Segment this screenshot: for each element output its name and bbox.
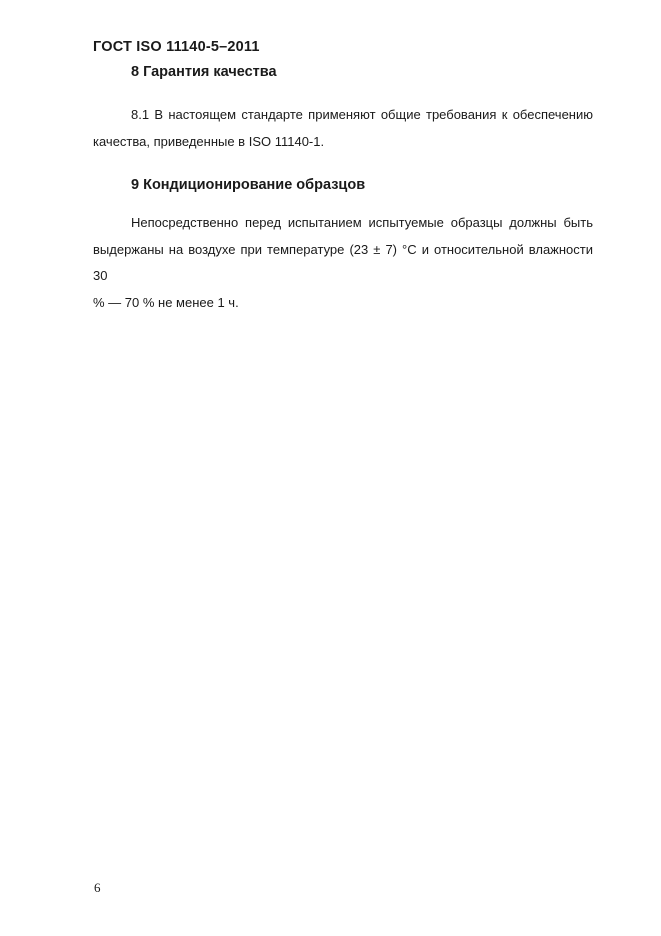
paragraph-line: выдержаны на воздухе при температуре (23 ± 7) °С и относительной влажности 30 — [93, 241, 593, 283]
section-8-paragraph — [93, 102, 593, 155]
document-code: ГОСТ ISO 11140-5–2011 — [93, 39, 260, 55]
section-9-title: 9 Кондиционирование образцов — [131, 177, 366, 193]
section-8-title: 8 Гарантия качества — [131, 64, 277, 80]
paragraph-line: Непосредственно перед испытанием испытуемые образцы должны быть — [131, 215, 593, 230]
paragraph-line: качества, приведенные в ISO 11140-1. — [93, 133, 325, 149]
page-number: 6 — [94, 880, 101, 895]
paragraph-line: % — 70 % не менее 1 ч. — [93, 294, 239, 310]
paragraph-line: 8.1 В настоящем стандарте применяют общие требования к обеспечению — [131, 107, 593, 122]
section-9-paragraph — [93, 210, 593, 316]
